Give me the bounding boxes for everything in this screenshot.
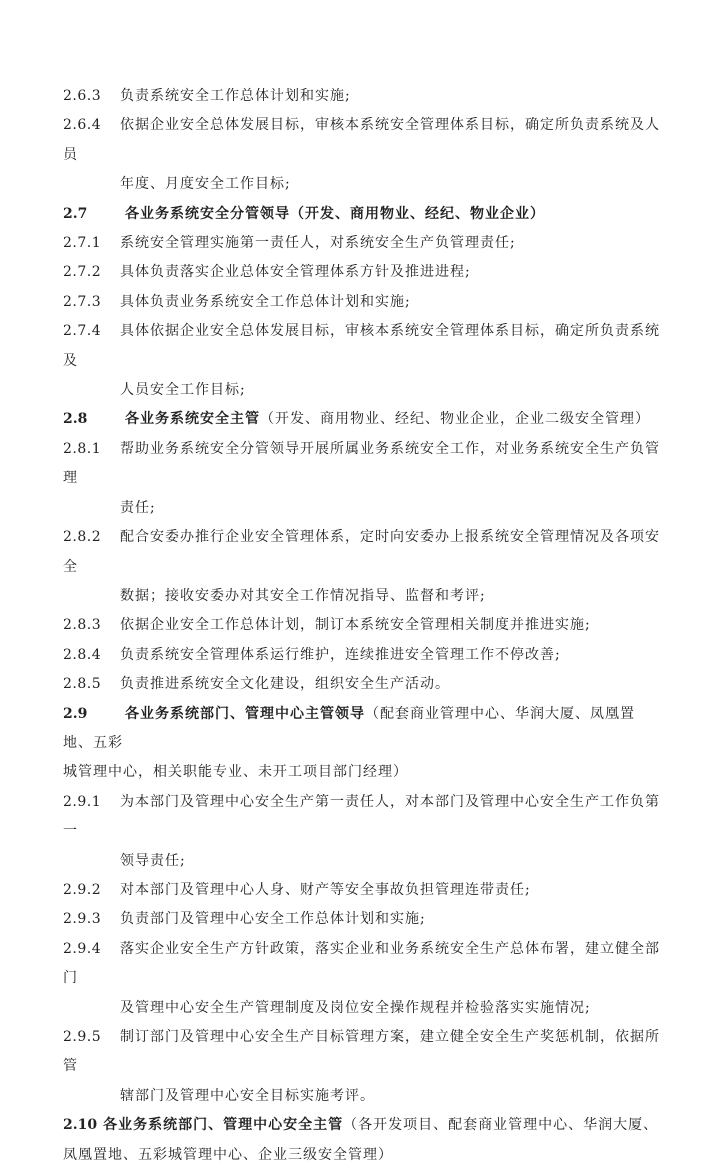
list-item: [63, 905, 663, 934]
list-item: [63, 523, 663, 611]
section-scope: （配套商业管理中心、华润大厦、凤凰置地、五彩: [63, 705, 635, 751]
item-number: 2.8.2: [63, 529, 102, 546]
section-heading-line: [63, 200, 663, 229]
section-number: 2.8: [63, 411, 88, 428]
section-heading-line: [63, 405, 663, 434]
list-item-line: [63, 788, 663, 847]
item-text: 人员安全工作目标;: [120, 382, 246, 399]
list-item: [63, 670, 663, 699]
list-item: [63, 611, 663, 640]
item-text: 对本部门及管理中心人身、财产等安全事故负担管理连带责任;: [120, 881, 531, 898]
section-heading-line: [63, 1111, 663, 1140]
list-item: [63, 435, 663, 523]
list-item-line: [63, 582, 663, 611]
item-text: 及管理中心安全生产管理制度及岗位安全操作规程并检验落实实施情况;: [120, 999, 591, 1016]
item-text: 领导责任;: [120, 852, 186, 869]
section-heading: [63, 1111, 663, 1170]
section-scope: 城管理中心，相关职能专业、未开工项目部门经理）: [63, 764, 408, 781]
item-text: 负责系统安全工作总体计划和实施;: [120, 88, 351, 104]
item-text: 具体负责业务系统安全工作总体计划和实施;: [120, 293, 411, 310]
list-item-line: [63, 376, 663, 405]
list-item-line: [63, 258, 663, 287]
item-text: 具体依据企业安全总体发展目标，审核本系统安全管理体系目标，确定所负责系统及: [63, 323, 660, 369]
section-number: 2.9: [63, 705, 88, 722]
item-number: 2.8.1: [63, 440, 102, 457]
section-scope: 凤凰置地、五彩城管理中心、企业三级安全管理）: [63, 1146, 393, 1163]
list-item-line: [63, 523, 663, 582]
item-text: 责任;: [120, 499, 156, 516]
list-item-line: [63, 288, 663, 317]
list-item: [63, 111, 663, 199]
section-number: 2.7: [63, 205, 88, 222]
section-title: 各业务系统部门、管理中心主管领导: [125, 705, 365, 722]
item-number: 2.9.4: [63, 940, 102, 957]
item-text: 系统安全管理实施第一责任人，对系统安全生产负管理责任;: [120, 235, 516, 252]
item-number: 2.9.3: [63, 911, 102, 928]
item-number: 2.9.5: [63, 1029, 102, 1045]
section-title: 各业务系统安全主管: [125, 411, 260, 428]
item-number: 2.7.2: [63, 264, 102, 281]
item-text: 帮助业务系统安全分管领导开展所属业务系统安全工作，对业务系统安全生产负管理: [63, 440, 660, 487]
list-item-line: [63, 317, 663, 376]
list-item-line: [63, 670, 663, 699]
section-heading: [63, 405, 663, 434]
section-heading-line: [63, 700, 663, 759]
list-item-line: [63, 905, 663, 934]
item-text: 年度、月度安全工作目标;: [120, 176, 291, 193]
list-item-line: [63, 994, 663, 1023]
item-text: 辖部门及管理中心安全目标实施考评。: [120, 1087, 375, 1104]
item-number: 2.9.1: [63, 793, 102, 810]
list-item: [63, 82, 663, 111]
list-item: [63, 641, 663, 670]
list-item: [63, 1023, 663, 1111]
list-item-line: [63, 494, 663, 523]
item-text: 负责系统安全管理体系运行维护，连续推进安全管理工作不停改善;: [120, 646, 561, 663]
list-item: [63, 788, 663, 876]
item-number: 2.6.4: [63, 117, 102, 134]
list-item-line: [63, 935, 663, 994]
section-heading-line: [63, 758, 663, 787]
item-number: 2.7.4: [63, 323, 102, 340]
item-text: 配合安委办推行企业安全管理体系，定时向安委办上报系统安全管理情况及各项安全: [63, 529, 660, 575]
section-title: 各业务系统安全分管领导（开发、商用物业、经纪、物业企业）: [125, 205, 545, 222]
item-number: 2.9.2: [63, 881, 102, 898]
list-item-line: [63, 229, 663, 258]
section-heading-line: [63, 1141, 663, 1170]
section-title: 各业务系统部门、管理中心安全主管: [103, 1117, 344, 1134]
list-item: [63, 258, 663, 287]
item-number: 2.6.3: [63, 88, 102, 104]
list-item: [63, 288, 663, 317]
list-item-line: [63, 170, 663, 199]
list-item-line: [63, 611, 663, 640]
item-number: 2.7.3: [63, 293, 102, 310]
item-number: 2.8.3: [63, 617, 102, 634]
item-text: 依据企业安全工作总体计划，制订本系统安全管理相关制度并推进实施;: [120, 617, 591, 634]
section-scope: （各开发项目、配套商业管理中心、华润大厦、: [343, 1117, 659, 1134]
section-heading: [63, 700, 663, 788]
list-item-line: [63, 435, 663, 494]
list-item-line: [63, 1082, 663, 1111]
item-text: 负责部门及管理中心安全工作总体计划和实施;: [120, 911, 426, 928]
item-number: 2.8.4: [63, 646, 102, 663]
item-text: 具体负责落实企业总体安全管理体系方针及推进进程;: [120, 264, 471, 281]
document-body: [63, 82, 663, 1170]
item-text: 落实企业安全生产方针政策，落实企业和业务系统安全生产总体布署，建立健全部门: [63, 940, 660, 987]
section-scope: （开发、商用物业、经纪、物业企业，企业二级安全管理）: [260, 411, 650, 428]
list-item-line: [63, 82, 663, 111]
section-number: 2.10: [63, 1117, 98, 1134]
list-item: [63, 876, 663, 905]
list-item-line: [63, 111, 663, 170]
list-item: [63, 229, 663, 258]
list-item: [63, 935, 663, 1023]
item-text: 数据；接收安委办对其安全工作情况指导、监督和考评;: [120, 587, 486, 604]
item-text: 负责推进系统安全文化建设，组织安全生产活动。: [120, 676, 450, 693]
item-text: 依据企业安全总体发展目标，审核本系统安全管理体系目标，确定所负责系统及人员: [63, 117, 660, 163]
section-heading: [63, 200, 663, 229]
item-number: 2.7.1: [63, 235, 102, 252]
list-item-line: [63, 1023, 663, 1082]
list-item: [63, 317, 663, 405]
list-item-line: [63, 641, 663, 670]
item-number: 2.8.5: [63, 676, 102, 693]
list-item-line: [63, 847, 663, 876]
list-item-line: [63, 876, 663, 905]
item-text: 为本部门及管理中心安全生产第一责任人，对本部门及管理中心安全生产工作负第一: [63, 793, 660, 840]
item-text: 制订部门及管理中心安全生产目标管理方案，建立健全安全生产奖惩机制，依据所管: [63, 1029, 660, 1075]
